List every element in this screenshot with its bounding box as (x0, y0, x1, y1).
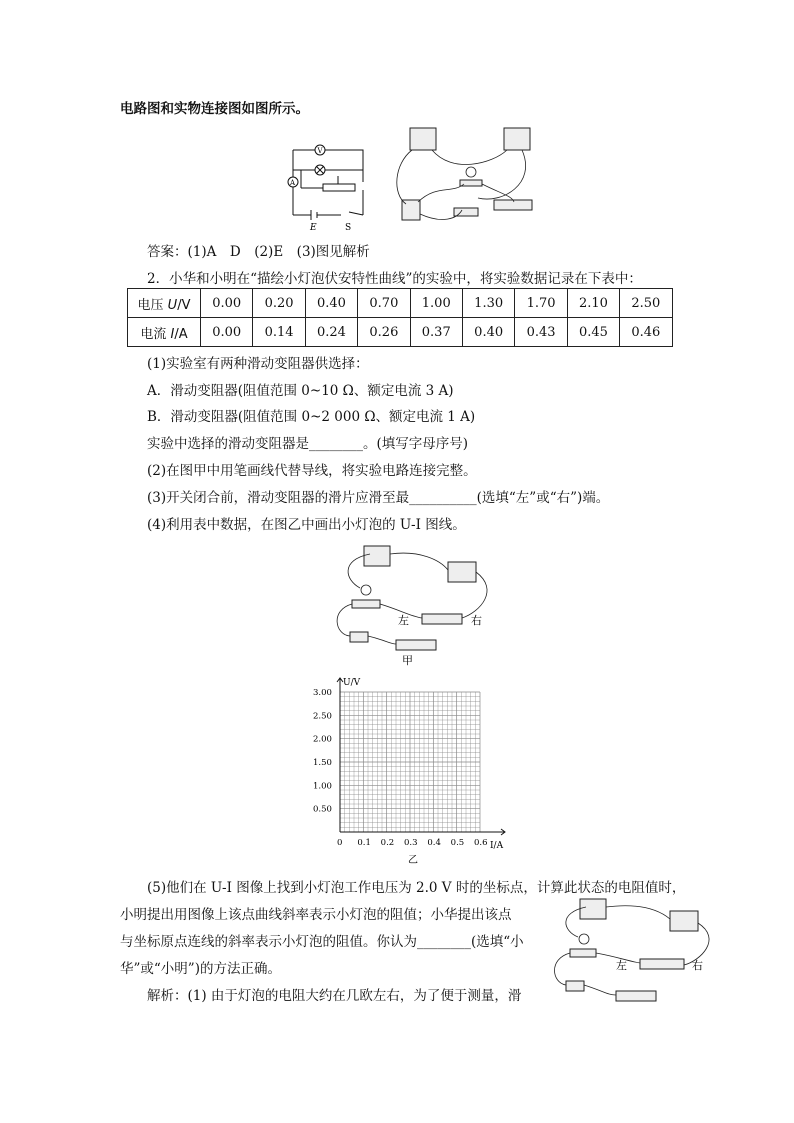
caption-yi: 乙 (408, 855, 418, 866)
table-cell: 2.10 (567, 289, 619, 318)
side-circuit-picture (548, 895, 730, 1015)
current-header: 电流 I/A (128, 318, 201, 347)
y-tick-label: 2.50 (313, 711, 332, 722)
table-cell: 0.37 (410, 318, 462, 347)
y-tick-label: 3.00 (313, 688, 332, 698)
table-cell: 0.45 (567, 318, 619, 347)
table-cell: 2.50 (620, 289, 672, 318)
battery-label: E (310, 223, 317, 232)
question-2-stem: 2．小华和小明在“描绘小灯泡伏安特性曲线”的实验中，将实验数据记录在下表中： (147, 271, 642, 287)
caption-jia: 甲 (402, 654, 413, 667)
voltage-header: 电压 U/V (128, 289, 201, 318)
table-cell: 0.14 (253, 318, 305, 347)
x-tick-label: 0.4 (427, 838, 441, 848)
question-4: (4)利用表中数据，在图乙中画出小灯泡的 U-I 图线。 (147, 517, 466, 533)
question-2: (2)在图甲中用笔画线代替导线，将实验电路连接完整。 (147, 463, 477, 479)
table-cell: 0.70 (358, 289, 410, 318)
table-cell: 0.20 (253, 289, 305, 318)
y-tick-label: 1.50 (313, 758, 332, 768)
graph-yi (305, 672, 520, 868)
question-1-ask: 实验中选择的滑动变阻器是________。(填写字母序号) (147, 436, 469, 452)
switch-label: S (345, 223, 352, 232)
table-row (128, 318, 673, 347)
table-row (128, 289, 673, 318)
option-b: B．滑动变阻器(阻值范围 0~2 000 Ω、额定电流 1 A) (147, 409, 476, 425)
table-cell: 0.43 (515, 318, 567, 347)
x-axis-label: I/A (490, 841, 504, 851)
data-table (127, 288, 673, 347)
analysis-text: 解析：(1) 由于灯泡的电阻大约在几欧左右，为了便于测量，滑 (147, 988, 522, 1004)
x-tick-label: 0.5 (450, 838, 465, 848)
y-axis-label: U/V (343, 678, 361, 688)
question-3: (3)开关闭合前，滑动变阻器的滑片应滑至最__________(选填“左”或“右”)端。 (147, 490, 610, 506)
table-cell: 0.40 (462, 318, 514, 347)
label-left: 左 (398, 614, 409, 627)
y-tick-label: 0.50 (313, 804, 332, 815)
table-cell: 0.26 (358, 318, 410, 347)
question-1: (1)实验室有两种滑动变阻器供选择： (147, 356, 369, 372)
figure-jia (330, 540, 505, 670)
answer-text: 答案：(1)A D (2)E (3)图见解析 (147, 244, 370, 260)
y-tick-label: 2.00 (313, 734, 332, 745)
table-cell: 1.30 (462, 289, 514, 318)
y-tick-label: 1.00 (313, 781, 332, 792)
side-label-left: 左 (616, 959, 627, 972)
table-cell: 1.00 (410, 289, 462, 318)
x-tick-label: 0.1 (357, 838, 371, 848)
physical-circuit-picture (382, 124, 542, 228)
table-cell: 0.46 (620, 318, 672, 347)
question-5-line3: 与坐标原点连线的斜率表示小灯泡的阻值。你认为________(选填“小 (120, 934, 524, 950)
x-tick-label: 0.2 (380, 838, 395, 848)
voltmeter-label: V (317, 147, 323, 155)
question-5-line2: 小明提出用图像上该点曲线斜率表示小灯泡的阻值；小华提出该点 (120, 907, 512, 923)
table-cell: 0.24 (305, 318, 357, 347)
table-cell: 0.00 (201, 289, 253, 318)
question-5-line1: (5)他们在 U-I 图像上找到小灯泡工作电压为 2.0 V 时的坐标点，计算此状态的电阻值时， (147, 880, 686, 896)
question-5-line4: 华”或“小明”)的方法正确。 (120, 961, 281, 977)
table-cell: 0.00 (201, 318, 253, 347)
ammeter-label: A (290, 179, 296, 187)
side-label-right: 右 (692, 959, 703, 972)
circuit-diagram (283, 140, 373, 232)
x-tick-label: 0 (337, 838, 343, 848)
table-cell: 1.70 (515, 289, 567, 318)
x-tick-label: 0.3 (404, 838, 418, 848)
intro-text: 电路图和实物连接图如图所示。 (120, 101, 309, 117)
table-cell: 0.40 (305, 289, 357, 318)
option-a: A．滑动变阻器(阻值范围 0~10 Ω、额定电流 3 A) (147, 383, 454, 399)
label-right: 右 (471, 614, 482, 627)
x-tick-label: 0.6 (474, 838, 488, 848)
